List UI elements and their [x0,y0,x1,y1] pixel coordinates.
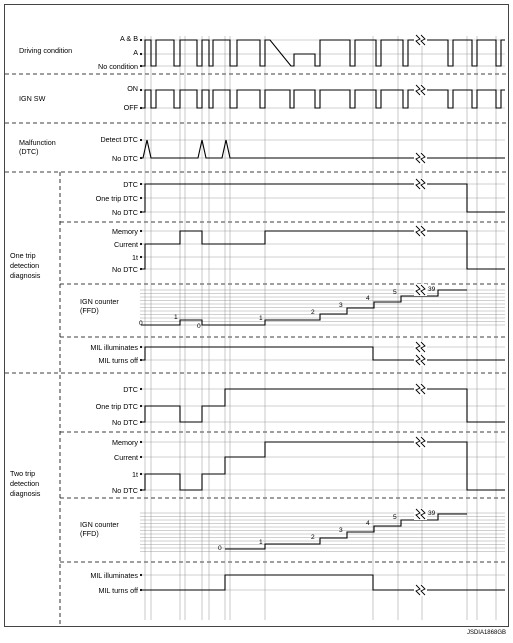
one-trip-title-2: detection [10,261,40,270]
break-gap-4 [414,225,427,237]
figure-code: JSDIA1868GB [466,630,506,636]
level-label-no-condition: No condition [98,62,138,71]
waveforms [140,40,505,590]
break-gap-9 [414,436,427,448]
level-lines [140,39,505,591]
two-trip-ign-counter-title: IGN counter [80,520,119,529]
level-label-a-and-b: A & B [120,34,138,43]
one-trip-mem-no-dtc-label: No DTC [112,265,138,274]
ign-sw-title: IGN SW [19,94,46,103]
two-trip-mil-wave [141,575,505,590]
two-trip-dtc-label: DTC [123,385,138,394]
two-trip-title-2: detection [10,479,40,488]
level-tick-ot-1t [140,256,142,258]
one-trip-current-label: Current [114,240,138,249]
level-label-on: ON [127,84,138,93]
level-tick-tt-dtc [140,388,142,390]
two-trip-mil-illuminates-label: MIL illuminates [90,571,138,580]
malfunction-subtitle: (DTC) [19,147,39,156]
two-trip-current-label: Current [114,453,138,462]
two-trip-count-0: 0 [218,545,222,552]
one-trip-count-39: 39 [428,286,436,293]
level-tick-ot-dtc [140,183,142,185]
level-tick-mal-detect [140,139,142,141]
level-tick-ot-cur [140,243,142,245]
one-trip-no-dtc-label: No DTC [112,208,138,217]
one-trip-one-trip-dtc-label: One trip DTC [95,194,138,203]
one-trip-count-5: 5 [393,289,397,296]
level-label-off: OFF [123,103,138,112]
malfunction-wave [140,140,505,158]
two-trip-memory-wave [141,442,505,490]
break-gap-7 [414,354,427,366]
level-label-a: A [133,48,138,57]
level-tick-ot-mil-on [140,346,142,348]
two-trip-count-39: 39 [428,510,436,517]
one-trip-ign-counter-title: IGN counter [80,297,119,306]
one-trip-count-2: 2 [311,309,315,316]
one-trip-count-0a: 0 [139,320,143,327]
two-trip-count-4: 4 [366,520,370,527]
one-trip-count-0b: 0 [197,323,201,330]
driving-condition-wave-b [427,40,505,66]
level-label-no-dtc: No DTC [112,154,138,163]
one-trip-memory-label: Memory [112,227,138,236]
two-trip-dtc-wave [141,389,505,422]
level-tick-tt-1tdtc [140,405,142,407]
level-tick-tt-mil-on [140,574,142,576]
two-trip-ffd-title: (FFD) [80,529,99,538]
two-trip-count-3: 3 [339,527,343,534]
one-trip-mil-wave [141,347,505,360]
one-trip-count-1b: 1 [259,315,263,322]
one-trip-counter-values [139,286,436,330]
two-trip-memory-label: Memory [112,438,138,447]
one-trip-count-4: 4 [366,295,370,302]
two-trip-no-dtc-label: No DTC [112,418,138,427]
one-trip-mil-off-label: MIL turns off [98,356,138,365]
two-trip-title-3: diagnosis [10,489,41,498]
two-trip-1t-label: 1t [132,470,138,479]
section-separators [5,74,508,626]
two-trip-title-1: Two trip [10,469,36,478]
two-trip-mil-off-label: MIL turns off [98,586,138,595]
break-gap-6 [414,341,427,353]
break-gap-5 [414,284,427,296]
two-trip-one-trip-dtc-label: One trip DTC [95,402,138,411]
one-trip-count-1a: 1 [174,314,178,321]
level-tick-ign-on [140,89,142,91]
driving-condition-title: Driving condition [19,46,73,55]
level-tick-dc-a [140,53,142,55]
one-trip-memory-wave [141,231,505,269]
one-trip-title-1: One trip [10,251,36,260]
ign-sw-wave-b [427,90,505,108]
break-gap-1 [414,84,427,96]
two-trip-count-2: 2 [311,534,315,541]
one-trip-title-3: diagnosis [10,271,41,280]
one-trip-dtc-label: DTC [123,180,138,189]
two-trip-count-5: 5 [393,514,397,521]
level-tick-ot-1tdtc [140,197,142,199]
break-gap-3 [414,178,427,190]
level-tick-tt-1t [140,473,142,475]
level-label-detect-dtc: Detect DTC [100,135,138,144]
level-tick-tt-mem [140,441,142,443]
two-trip-count-1: 1 [259,539,263,546]
one-trip-count-3: 3 [339,302,343,309]
one-trip-1t-label: 1t [132,253,138,262]
break-marks [414,34,427,596]
one-trip-mil-illuminates-label: MIL illuminates [90,343,138,352]
one-trip-ffd-title: (FFD) [80,306,99,315]
break-gap-2 [414,152,427,164]
level-tick-ot-mem [140,230,142,232]
malfunction-title: Malfunction [19,138,56,147]
break-gap-11 [414,584,427,596]
break-gap-8 [414,383,427,395]
level-tick-tt-cur [140,456,142,458]
break-gap-0 [414,34,427,46]
break-gap-10 [414,508,427,520]
level-tick-dc-ab [140,39,142,41]
two-trip-mem-no-dtc-label: No DTC [112,486,138,495]
